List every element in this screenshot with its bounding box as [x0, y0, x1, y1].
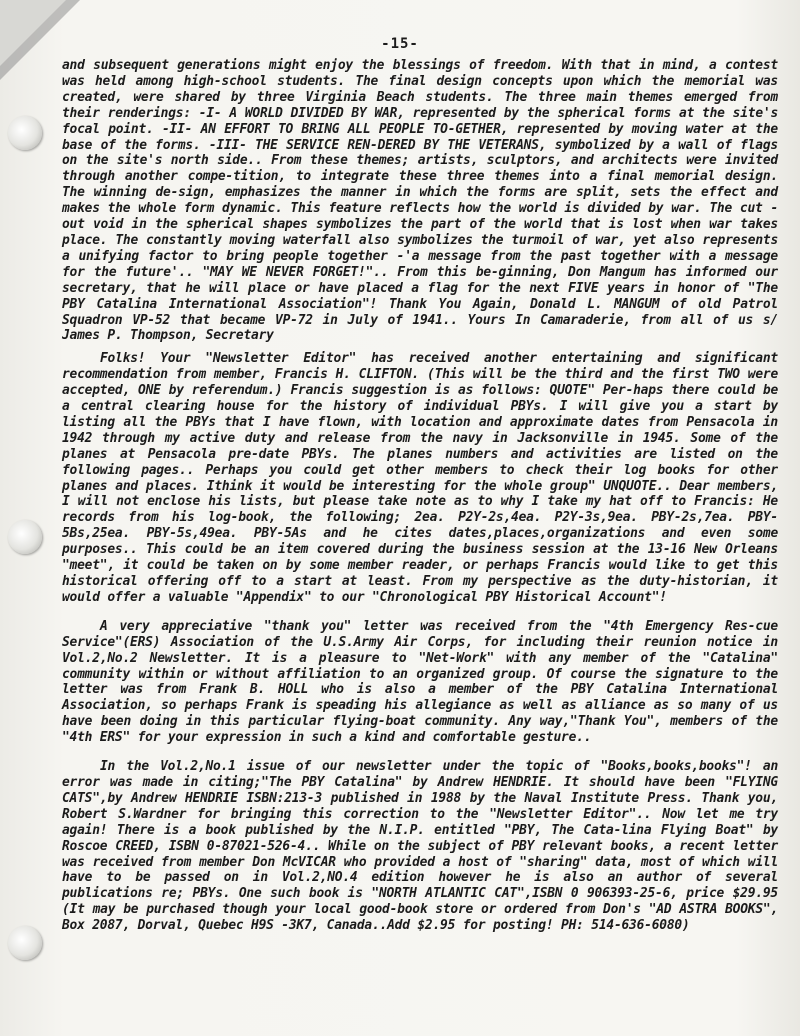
paragraph-clifton-recommendation: Folks! Your "Newsletter Editor" has received another entertaining and significant recommendation from member, Francis H. CLIFTON. (This will be the third and the first TWO were accepted, ONE by referendum.) Francis suggestion is as follows: QUOTE" Per-haps there could be a central clearing house for the history of individual PBYs. I will give you a start by listing all the PBYs that I have flown, with location and approximate dates from Pensacola in 1942 through my active duty and release from the navy in Jacksonville in 1945. Some of the planes at Pensacola pre-date PBYs. The planes numbers and activities are listed on the following pages.. Perhaps you could get other members to check their log books for other planes and places. Ithink it would be interesting for the whole group" UNQUOTE.. Dear members, I will not enclose his lists, but please take note as to why I take my hat off to Francis: He records from his log-book, the following; 2ea. P2Y-2s,4ea. P2Y-3s,9ea. PBY-2s,7ea. PBY-5Bs,25ea. PBY-5s,49ea. PBY-5As and he cites dates,places,organizations and even some purposes.. This could be an item covered during the business session at the 13-16 New Orleans "meet", it could be taken on by some member reader, or perhaps Francis would like to get this historical offering off to a start at least. From my perspective as the duty-historian, it would offer a valuable "Appendix" to our "Chronological PBY Historical Account"!: [62, 351, 778, 605]
binder-hole: [8, 520, 42, 554]
binder-hole: [8, 116, 42, 150]
binder-hole: [8, 926, 42, 960]
page-number: -15-: [381, 36, 419, 52]
paragraph-memorial: and subsequent generations might enjoy the blessings of freedom. With that in mind, a contest was held among high-school students. The final design concepts upon which the memorial was created, were shared by three Virginia Beach students. The three main themes emerged from their renderings: -I- A WORLD DIVIDED BY WAR, represented by the spherical forms at the site's focal point. -II- AN EFFORT TO BRING ALL PEOPLE TO-GETHER, represented by moving water at the base of the forms. -III- THE SERVICE REN-DERED BY THE VETERANS, symbolized by a wall of flags on the site's north side.. From these themes; artists, sculptors, and architects were invited through another compe-tition, to integrate these three themes into a final memorial design. The winning de-sign, emphasizes the manner in which the forms are split, sets the effect and makes the whole form dynamic. This feature reflects how the world is divided by war. The cut -out void in the spherical shapes symbolizes the part of the world that is lost when war takes place. The constantly moving waterfall also symbolizes the turmoil of war, yet also represents a unifying factor to bring people together -'a message from the past together with a message for the future'.. "MAY WE NEVER FORGET!".. From this be-ginning, Don Mangum has informed our secretary, that he will place or have placed a flag for the next FIVE years in honor of "The PBY Catalina International Association"! Thank You Again, Donald L. MANGUM of old Patrol Squadron VP-52 that became VP-72 in July of 1941.. Yours In Camaraderie, from all of us s/ James P. Thompson, Secretary: [62, 58, 778, 344]
folded-corner-highlight: [0, 0, 66, 66]
newsletter-body: [62, 58, 778, 947]
paragraph-4th-ers-thanks: A very appreciative "thank you" letter was received from the "4th Emergency Res-cue Service"(ERS) Association of the U.S.Army Air Corps, for including their reunion notice in Vol.2,No.2 Newsletter. It is a pleasure to "Net-Work" with any member of the "Catalina" community within or without affiliation to an organized group. Of course the signature to the letter was from Frank B. HOLL who is also a member of the PBY Catalina International Association, so perhaps Frank is speading his allegiance as well as alliance as so many of us have been doing in this particular flying-boat community. Any way,"Thank You", members of the "4th ERS" for your expression in such a kind and comfortable gesture..: [62, 618, 778, 746]
paragraph-books-correction: In the Vol.2,No.1 issue of our newsletter under the topic of "Books,books,books"! an error was made in citing;"The PBY Catalina" by Andrew HENDRIE. It should have been "FLYING CATS",by Andrew HENDRIE ISBN:213-3 published in 1988 by the Naval Institute Press. Thank you, Robert S.Wardner for bringing this correction to the "Newsletter Editor".. Now let me try again! There is a book published by the N.I.P. entitled "PBY, The Cata-lina Flying Boat" by Roscoe CREED, ISBN 0-87021-526-4.. While on the subject of PBY relevant books, a recent letter was received from member Don McVICAR who provided a host of "sharing" data, most of which will have to be passed on in Vol.2,NO.4 edition however he is also an author of several publications re; PBYs. One such book is "NORTH ATLANTIC CAT",ISBN 0 906393-25-6, price $29.95 (It may be purchased though your local good-book store or ordered from Don's "AD ASTRA BOOKS", Box 2087, Dorval, Quebec H9S -3K7, Canada..Add $2.95 for posting! PH: 514-636-6080): [62, 759, 778, 934]
